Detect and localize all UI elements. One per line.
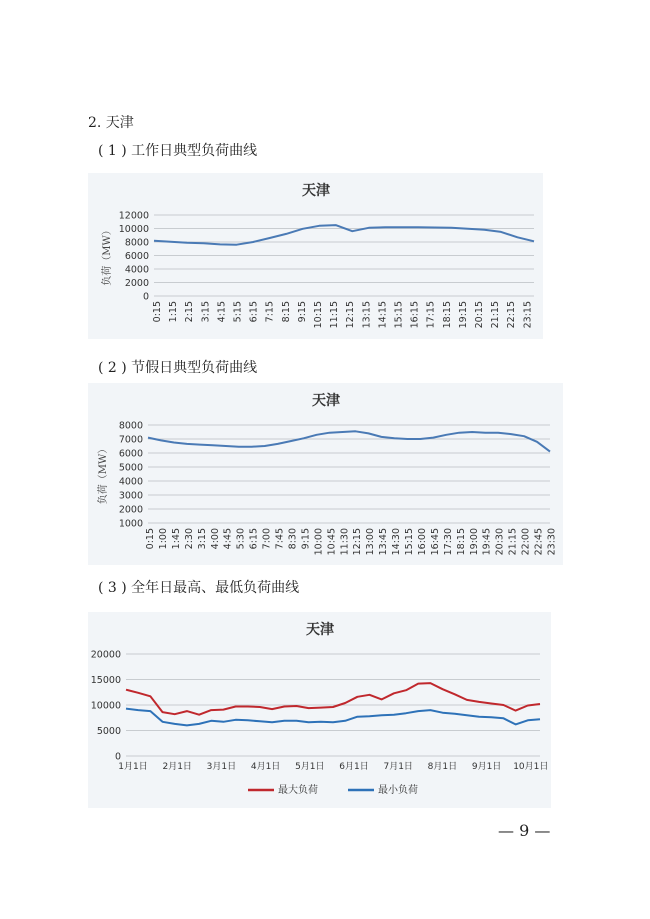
x-tick-label: 14:15 (377, 301, 389, 329)
x-tick-label: 23:30 (546, 528, 558, 556)
heading-workday-load-curve: ( 1 ) 工作日典型负荷曲线 (98, 143, 258, 159)
x-tick-label: 18:15 (455, 528, 467, 556)
heading-holiday-load-curve: ( 2 ) 节假日典型负荷曲线 (98, 360, 258, 376)
x-tick-label: 16:45 (429, 528, 441, 556)
x-tick-label: 13:45 (378, 528, 390, 556)
x-tick-label: 9:15 (296, 301, 308, 323)
x-tick-label: 7:00 (261, 528, 273, 550)
x-tick-label: 16:00 (416, 528, 428, 556)
x-tick-label: 11:15 (329, 301, 341, 329)
x-tick-label: 0:15 (145, 528, 156, 550)
x-tick-label: 20:15 (474, 301, 485, 329)
x-tick-label: 2:15 (184, 301, 196, 323)
x-tick-label: 7月1日 (383, 762, 413, 772)
section-title: 2. 天津 (88, 115, 134, 131)
x-tick-label: 23:15 (522, 301, 534, 329)
heading-annual-max-min-load-curve: ( 3 ) 全年日最高、最低负荷曲线 (98, 580, 300, 596)
x-tick-label: 1:15 (168, 301, 180, 323)
y-tick-label: 10000 (90, 700, 121, 712)
chart-title: 天津 (306, 622, 334, 638)
x-tick-label: 21:15 (490, 301, 502, 329)
x-tick-label: 1:45 (170, 528, 182, 550)
x-tick-label: 13:15 (361, 301, 373, 329)
holiday-load-chart (88, 383, 563, 565)
y-tick-label: 7000 (118, 434, 143, 446)
x-tick-label: 7:15 (264, 301, 276, 323)
x-tick-label: 7:45 (274, 528, 286, 550)
series-line (148, 431, 550, 451)
y-tick-label: 6000 (124, 251, 149, 262)
x-tick-label: 2月1日 (162, 762, 192, 772)
x-tick-label: 14:30 (391, 528, 403, 556)
y-tick-label: 10000 (118, 224, 149, 235)
x-tick-label: 16:15 (409, 301, 421, 329)
y-tick-label: 20000 (90, 649, 121, 661)
x-tick-label: 11:30 (339, 528, 351, 556)
x-tick-label: 2:30 (183, 528, 195, 550)
x-tick-label: 1:00 (157, 528, 169, 550)
holiday-load-chart-svg (88, 383, 563, 565)
y-tick-label: 6000 (118, 448, 143, 460)
y-tick-label: 0 (142, 291, 149, 303)
y-tick-label: 15000 (90, 675, 121, 686)
y-tick-label: 5000 (96, 726, 121, 737)
x-tick-label: 10月1日 (513, 762, 549, 772)
y-tick-label: 2000 (124, 278, 149, 289)
y-tick-label: 8000 (118, 420, 143, 432)
workday-load-chart (88, 173, 543, 339)
x-tick-label: 19:00 (468, 528, 480, 556)
page-number: — 9 — (498, 821, 551, 840)
x-tick-label: 3月1日 (206, 762, 237, 772)
x-tick-label: 4月1日 (250, 762, 281, 772)
x-tick-label: 19:15 (457, 301, 469, 329)
x-tick-label: 4:00 (209, 528, 221, 550)
x-tick-label: 22:45 (533, 528, 545, 556)
x-tick-label: 9:15 (300, 528, 312, 550)
x-tick-label: 19:45 (481, 528, 493, 556)
x-tick-label: 21:15 (507, 528, 519, 556)
chart-title: 天津 (312, 393, 340, 409)
chart-title: 天津 (302, 183, 330, 199)
annual-max-min-load-chart-svg (88, 612, 551, 808)
workday-load-chart-svg (88, 173, 543, 339)
y-tick-label: 8000 (124, 237, 149, 249)
y-tick-label: 5000 (118, 462, 143, 474)
x-tick-label: 20:30 (494, 528, 506, 556)
x-tick-label: 17:15 (425, 301, 437, 329)
x-tick-label: 4:15 (216, 301, 228, 323)
x-tick-label: 10:45 (326, 528, 338, 556)
x-tick-label: 15:15 (404, 528, 415, 556)
x-tick-label: 6:15 (248, 528, 260, 550)
y-tick-label: 2000 (118, 504, 143, 516)
x-tick-label: 5:30 (235, 528, 247, 550)
x-tick-label: 3:15 (200, 301, 212, 323)
x-tick-label: 5:15 (232, 301, 244, 323)
legend-label: 最小负荷 (378, 785, 418, 796)
legend-label: 最大负荷 (278, 785, 318, 796)
series-line-最大负荷 (126, 683, 540, 715)
x-tick-label: 22:00 (520, 528, 532, 556)
x-tick-label: 10:15 (313, 301, 324, 329)
x-tick-label: 17:30 (442, 528, 454, 556)
x-tick-label: 18:15 (441, 301, 453, 329)
y-tick-label: 12000 (118, 210, 149, 222)
x-tick-label: 12:15 (345, 301, 357, 329)
x-tick-label: 22:15 (506, 301, 518, 329)
annual-max-min-load-chart (88, 612, 551, 808)
x-tick-label: 8:30 (287, 528, 299, 550)
x-tick-label: 9月1日 (471, 762, 502, 772)
x-tick-label: 1月1日 (118, 762, 148, 772)
y-tick-label: 3000 (118, 490, 143, 502)
y-tick-label: 4000 (124, 264, 149, 276)
x-tick-label: 6:15 (248, 301, 260, 323)
x-tick-label: 8:15 (280, 301, 292, 323)
x-tick-label: 6月1日 (339, 762, 369, 772)
x-tick-label: 10:00 (313, 528, 325, 556)
x-tick-label: 13:00 (365, 528, 377, 556)
y-tick-label: 1000 (118, 518, 143, 530)
x-tick-label: 15:15 (393, 301, 405, 329)
x-tick-label: 3:15 (196, 528, 208, 550)
y-tick-label: 4000 (118, 476, 143, 488)
x-tick-label: 8月1日 (427, 762, 458, 772)
x-tick-label: 4:45 (222, 528, 234, 550)
y-axis-label: 负荷（MW） (102, 225, 113, 286)
x-tick-label: 0:15 (152, 301, 163, 323)
y-axis-label: 负荷（MW） (98, 443, 109, 505)
x-tick-label: 5月1日 (295, 762, 325, 772)
y-tick-label: 0 (114, 751, 121, 763)
x-tick-label: 12:15 (352, 528, 364, 556)
